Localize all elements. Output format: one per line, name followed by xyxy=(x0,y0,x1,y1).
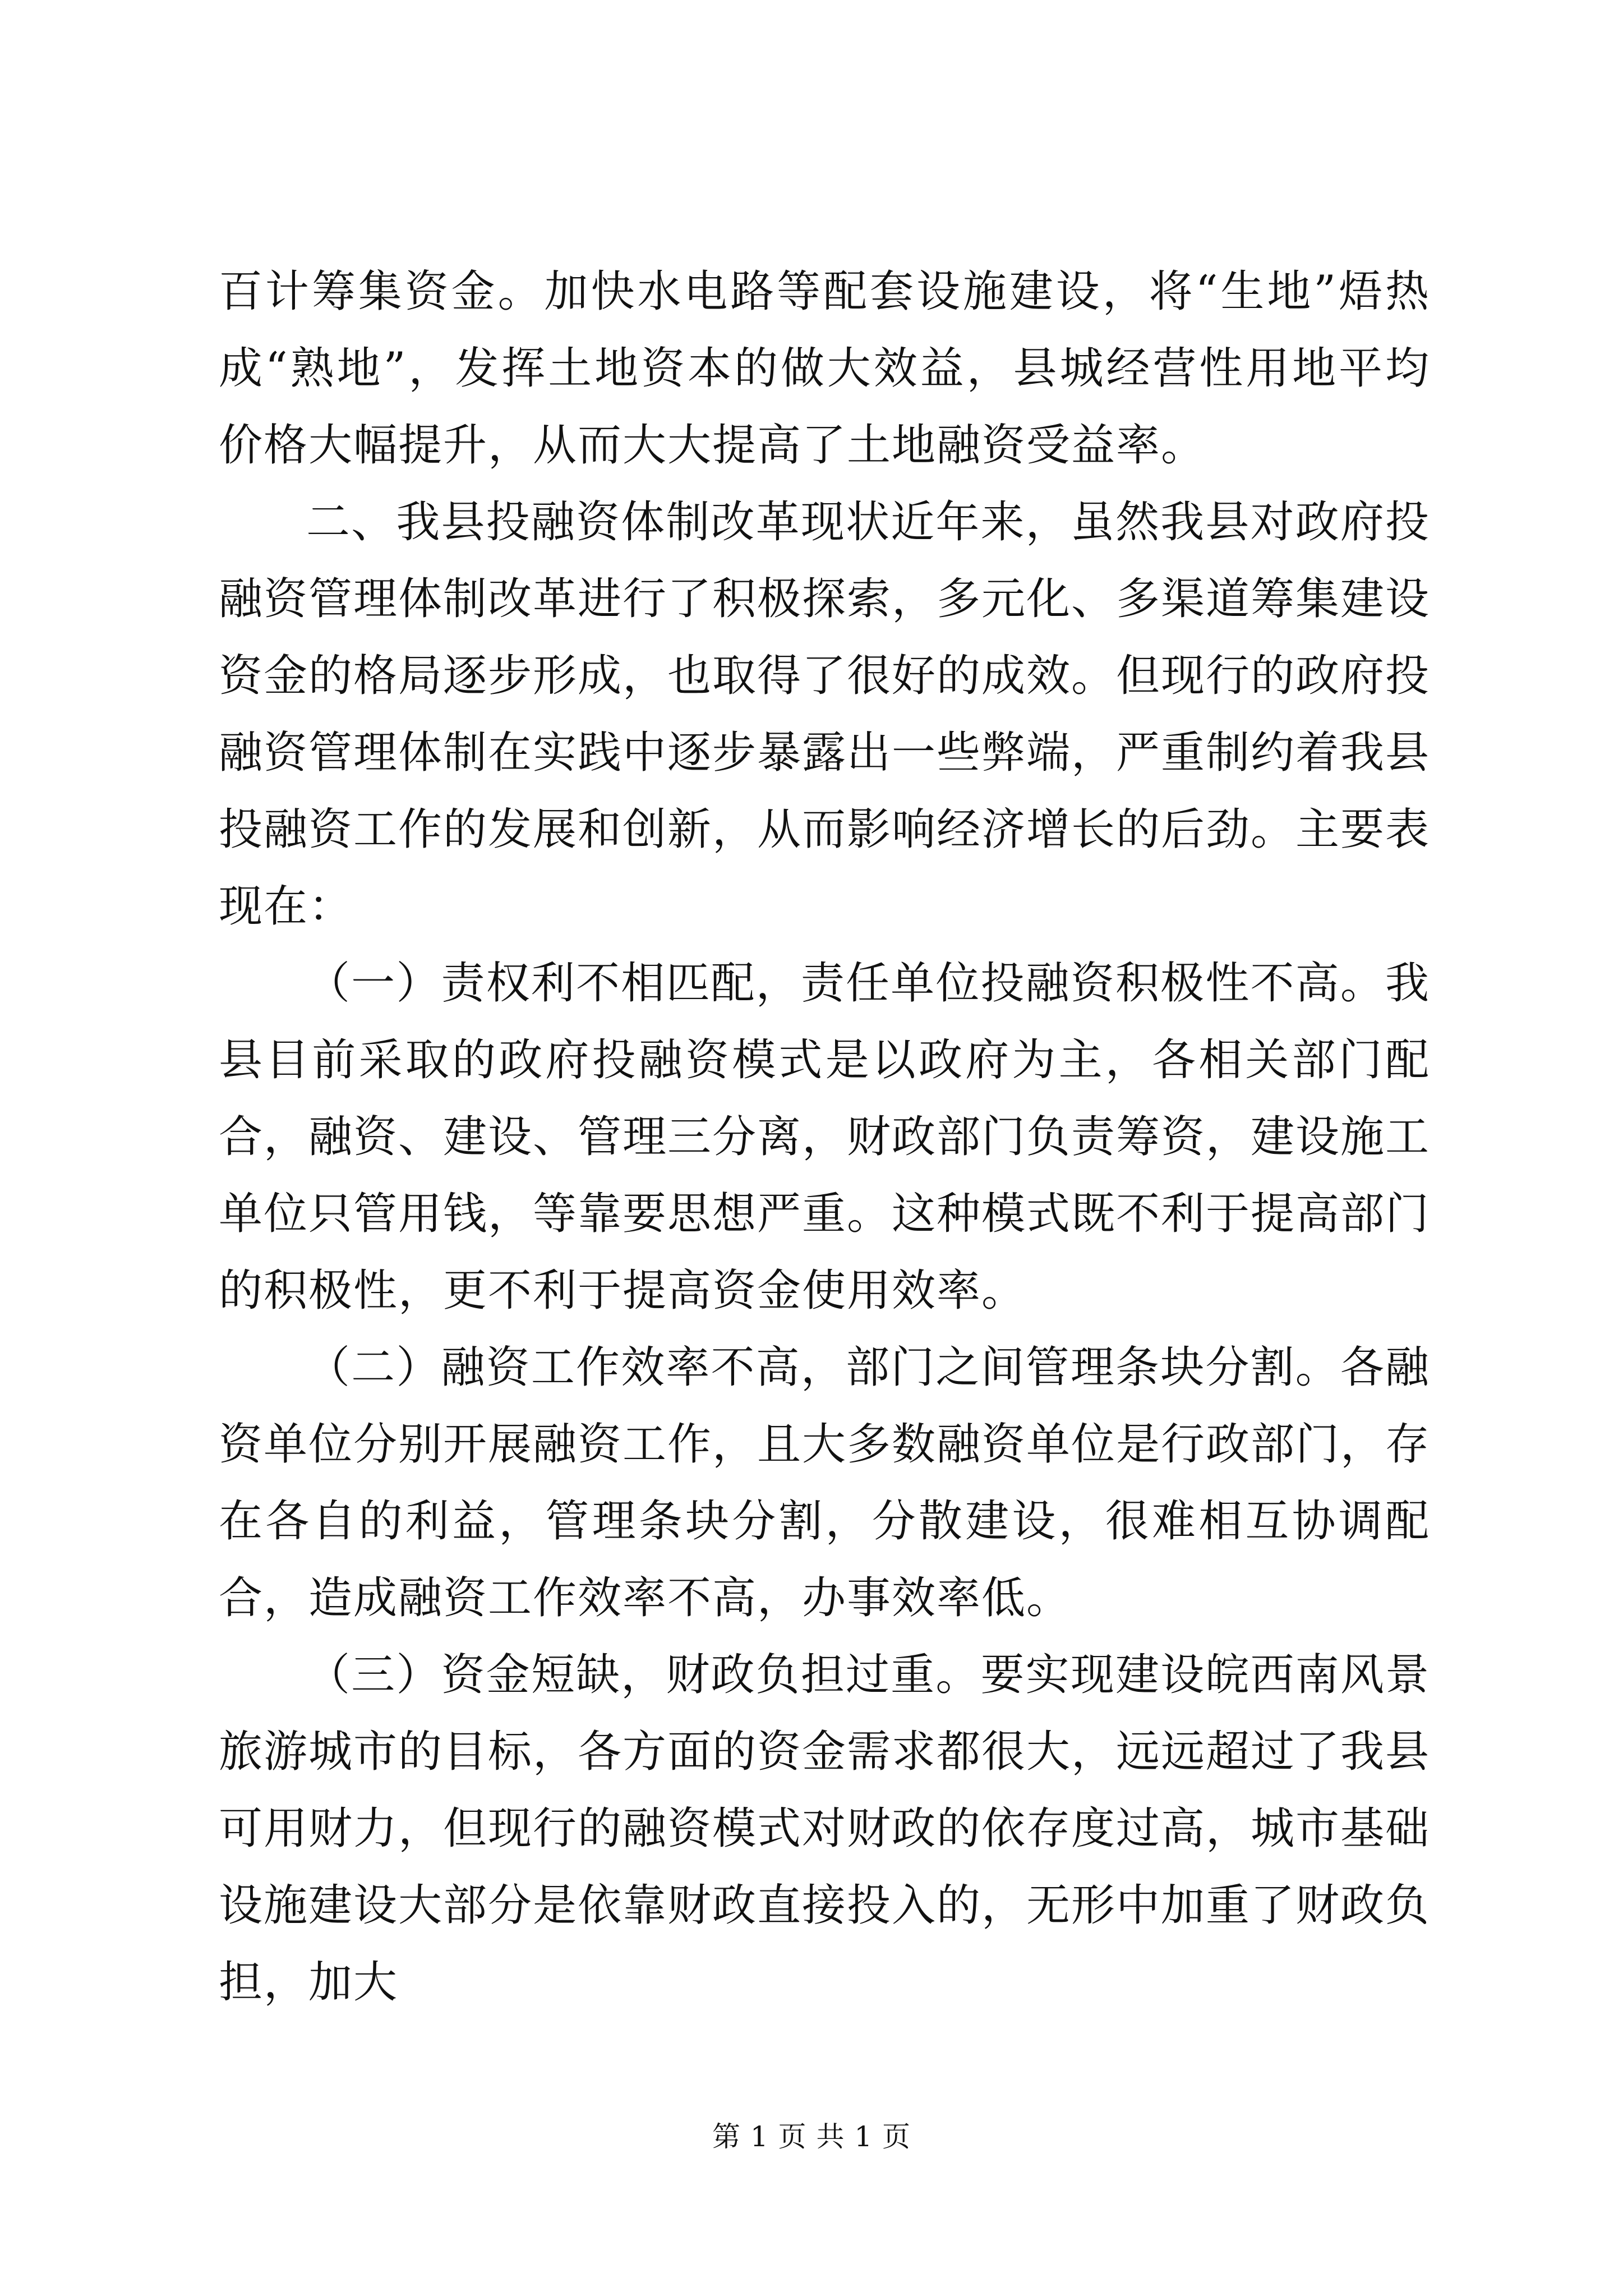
paragraph-item-one: （一）责权利不相匹配，责任单位投融资积极性不高。我县目前采取的政府投融资模式是以政府为主，各相关部门配合，融资、建设、管理三分离，财政部门负责筹资，建设施工单位只管用钱，等靠要思想严重。这种模式既不利于提高部门的积极性，更不利于提高资金使用效率。 xyxy=(219,958,1431,1316)
paragraph-item-two: （二）融资工作效率不高，部门之间管理条块分割。各融资单位分别开展融资工作，且大多数融资单位是行政部门，存在各自的利益，管理条块分割，分散建设，很难相互协调配合，造成融资工作效率不高，办事效率低。 xyxy=(219,1342,1431,1623)
document-body xyxy=(219,254,1430,2021)
paragraph-continuation: 百计筹集资金。加快水电路等配套设施建设，将“生地”焐热成“熟地”，发挥土地资本的做大效益，县城经营性用地平均价格大幅提升，从而大大提高了土地融资受益率。 xyxy=(219,266,1430,471)
paragraph-section-two: 二、我县投融资体制改革现状近年来，虽然我县对政府投融资管理体制改革进行了积极探索，多元化、多渠道筹集建设资金的格局逐步形成，也取得了很好的成效。但现行的政府投融资管理体制在实践中逐步暴露出一些弊端，严重制约着我县投融资工作的发展和创新，从而影响经济增长的后劲。主要表现在： xyxy=(219,497,1431,932)
paragraph-item-three: （三）资金短缺，财政负担过重。要实现建设皖西南风景旅游城市的目标，各方面的资金需求都很大，远远超过了我县可用财力，但现行的融资模式对财政的依存度过高，城市基础设施建设大部分是依靠财政直接投入的，无形中加重了财政负担，加大 xyxy=(219,1650,1431,2008)
page-footer: 第 1 页 共 1 页 xyxy=(712,2120,911,2153)
